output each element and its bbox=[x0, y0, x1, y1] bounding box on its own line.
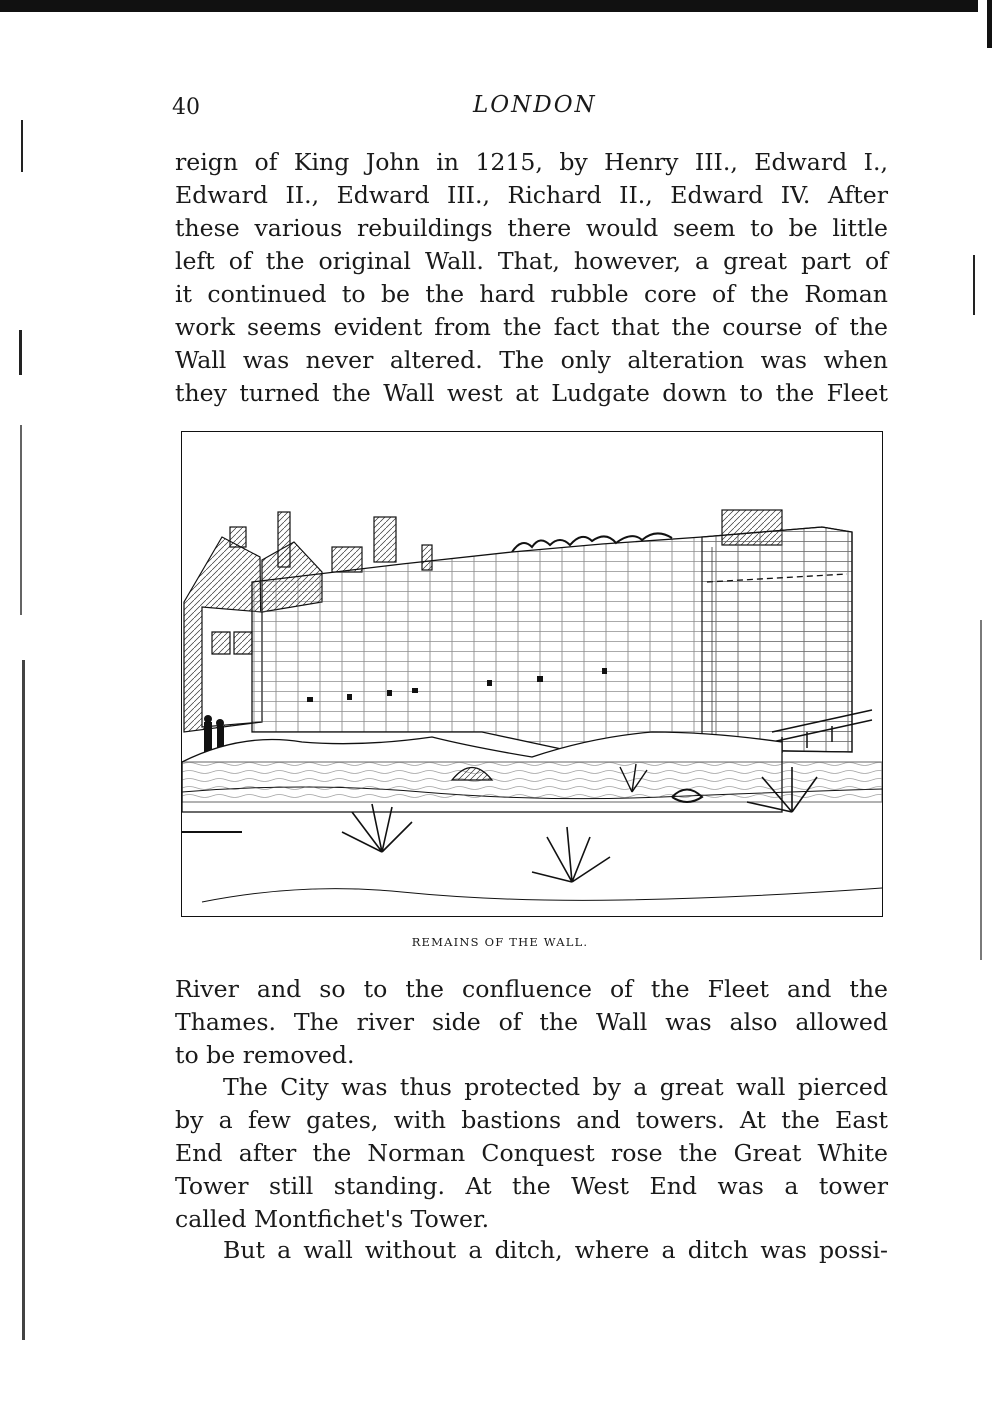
gutter-mark bbox=[20, 425, 22, 615]
paragraph-city bbox=[175, 1071, 888, 1236]
gutter-mark bbox=[973, 255, 975, 315]
text-line: The City was thus protected by a great wall pierced bbox=[223, 1073, 888, 1101]
running-head: LONDON bbox=[473, 92, 597, 118]
gutter-mark bbox=[19, 330, 22, 375]
paragraph-ditch bbox=[175, 1234, 888, 1267]
figure-caption: REMAINS OF THE WALL. bbox=[411, 935, 589, 949]
text-line: these various rebuildings there would seem to be little bbox=[175, 214, 888, 242]
text-line: Tower still standing. At the West End was a tower bbox=[175, 1172, 888, 1200]
wall-illustration bbox=[181, 431, 883, 917]
gutter-mark bbox=[980, 620, 982, 960]
text-line: work seems evident from the fact that the course of the bbox=[175, 313, 888, 341]
text-line: it continued to be the hard rubble core of the Roman bbox=[175, 280, 888, 308]
text-line: to be removed. bbox=[175, 1041, 355, 1069]
paragraph-continued bbox=[175, 973, 888, 1072]
text-line: Thames. The river side of the Wall was also allowed bbox=[175, 1008, 888, 1036]
paragraph-top bbox=[175, 146, 888, 410]
page-number: 40 bbox=[172, 95, 200, 120]
text-line: But a wall without a ditch, where a ditch was possi- bbox=[223, 1236, 888, 1264]
text-line: Edward II., Edward III., Richard II., Edward IV. After bbox=[175, 181, 888, 209]
text-line: reign of King John in 1215, by Henry III., Edward I., bbox=[175, 148, 888, 176]
wall-engraving bbox=[182, 432, 882, 916]
foreground bbox=[182, 732, 882, 902]
text-line: by a few gates, with bastions and towers. At the East bbox=[175, 1106, 888, 1134]
text-line: River and so to the confluence of the Fleet and the bbox=[175, 975, 888, 1003]
gutter-mark bbox=[22, 660, 25, 1340]
scan-top-edge bbox=[0, 0, 978, 12]
text-line: called Montfichet's Tower. bbox=[175, 1205, 490, 1233]
scan-right-edge bbox=[987, 0, 992, 48]
text-line: Wall was never altered. The only alteration was when bbox=[175, 346, 888, 374]
text-line: they turned the Wall west at Ludgate down to the Fleet bbox=[175, 379, 888, 407]
gutter-mark bbox=[21, 120, 23, 172]
text-line: End after the Norman Conquest rose the Great White bbox=[175, 1139, 888, 1167]
text-line: left of the original Wall. That, however, a great part of bbox=[175, 247, 888, 275]
